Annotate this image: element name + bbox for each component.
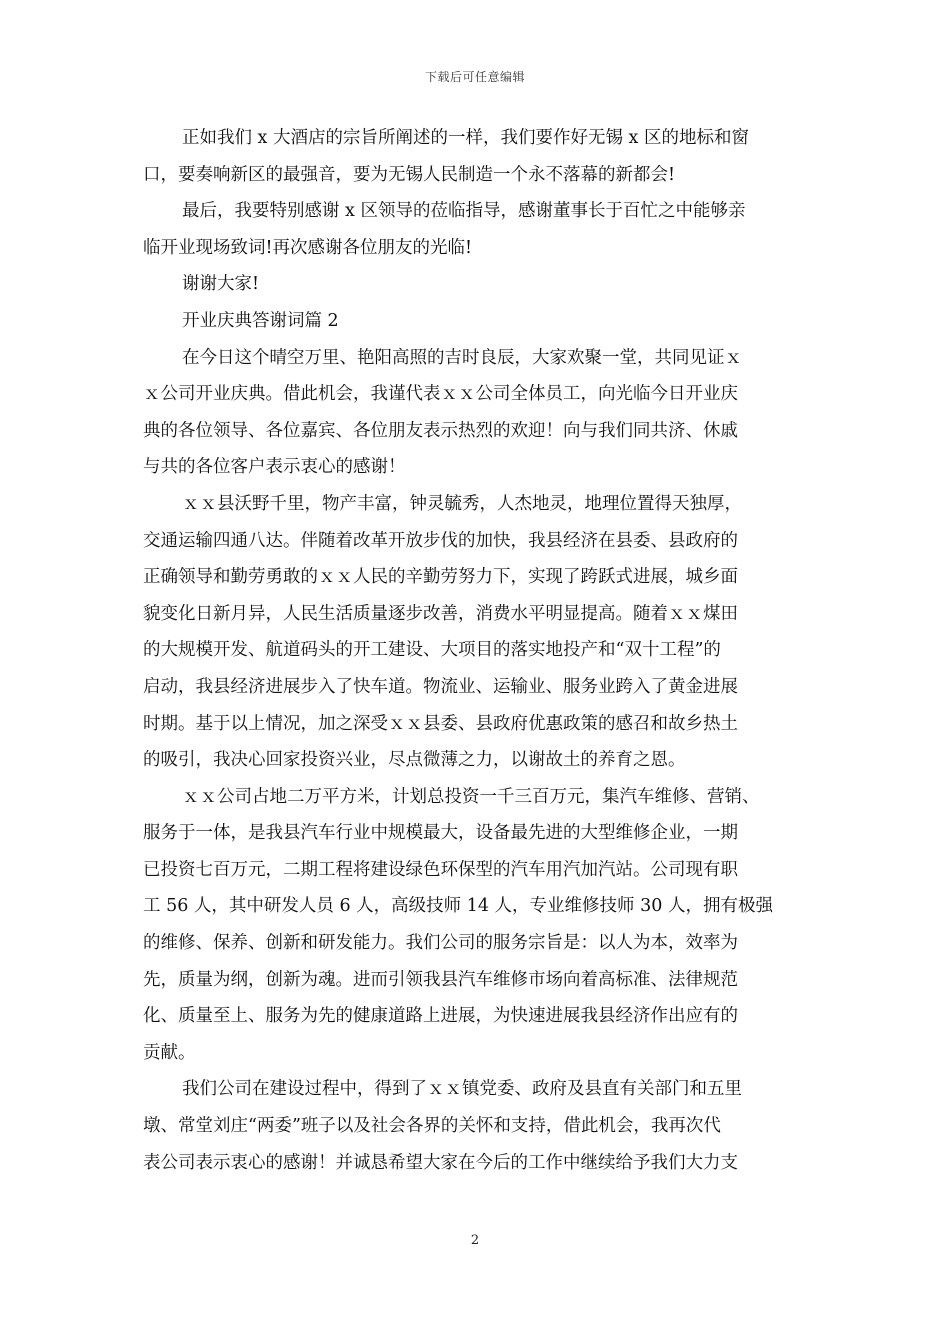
text-line: 服务于一体，是我县汽车行业中规模最大，设备最先进的大型维修企业，一期 [143,823,738,844]
text-line: 的吸引，我决心回家投资兴业，尽点微薄之力，以谢故土的养育之恩。 [143,750,686,771]
text-line: ｘｘ公司占地二万平方米，计划总投资一千三百万元，集汽车维修、营销、 [182,786,760,807]
text-line: 谢谢大家! [182,274,260,295]
text-line: 化、质量至上、服务为先的健康道路上进展，为快速进展我县经济作出应有的 [143,1006,738,1027]
text-line: 表公司表示衷心的感谢！并诚恳希望大家在今后的工作中继续给予我们大力支 [143,1152,738,1173]
text-line: 工 56 人，其中研发人员 6 人，高级技师 14 人，专业维修技师 30 人，拥有极强 [143,896,773,917]
text-line: 已投资七百万元，二期工程将建设绿色环保型的汽车用汽加汽站。公司现有职 [143,859,738,880]
text-line: 贡献。 [143,1042,196,1063]
text-line: 口，要奏响新区的最强音，要为无锡人民制造一个永不落幕的新都会! [143,164,676,185]
page-header: 下载后可任意编辑 [424,70,525,84]
text-line: 正如我们 x 大酒店的宗旨所阐述的一样，我们要作好无锡 x 区的地标和窗 [182,128,749,148]
text-line: 先，质量为纲，创新为魂。进而引领我县汽车维修市场向着高标准、法律规范 [143,969,738,990]
page-number: 2 [470,1233,480,1248]
text-line: 启动，我县经济进展步入了快车道。物流业、运输业、服务业跨入了黄金进展 [143,676,738,697]
text-line: ｘｘ县沃野千里，物产丰富，钟灵毓秀，人杰地灵，地理位置得天独厚， [182,493,742,514]
document-body [143,120,807,1181]
text-line: 正确领导和勤劳勇敢的ｘｘ人民的辛勤劳努力下，实现了跨跃式进展，城乡面 [143,567,738,588]
text-line: 的大规模开发、航道码头的开工建设、大项目的落实地投产和“双十工程”的 [143,640,721,661]
text-line: 典的各位领导、各位嘉宾、各位朋友表示热烈的欢迎！向与我们同共济、休戚 [143,420,738,441]
text-line: 临开业现场致词!再次感谢各位朋友的光临! [143,237,473,258]
text-line: 墩、常堂刘庄“两委”班子以及社会各界的关怀和支持，借此机会，我再次代 [143,1116,721,1137]
text-line: 时期。基于以上情况，加之深受ｘｘ县委、县政府优惠政策的感召和故乡热土 [143,713,738,734]
text-line: 与共的各位客户表示衷心的感谢！ [143,457,406,478]
text-line: 最后，我要特别感谢 x 区领导的莅临指导，感谢董事长于百忙之中能够亲 [182,201,746,222]
text-line: 交通运输四通八达。伴随着改革开放步伐的加快，我县经济在县委、县政府的 [143,530,738,551]
section-heading: 开业庆典答谢词篇 2 [182,310,339,331]
text-line: 我们公司在建设过程中，得到了ｘｘ镇党委、政府及县直有关部门和五里 [182,1079,742,1100]
text-line: ｘ公司开业庆典。借此机会，我谨代表ｘｘ公司全体员工，向光临今日开业庆 [143,384,738,405]
text-line: 貌变化日新月异，人民生活质量逐步改善，消费水平明显提高。随着ｘｘ煤田 [143,603,738,624]
text-line: 的维修、保养、创新和研发能力。我们公司的服务宗旨是：以人为本，效率为 [143,933,738,954]
text-line: 在今日这个晴空万里、艳阳高照的吉时良辰，大家欢聚一堂，共同见证ｘ [182,347,742,368]
